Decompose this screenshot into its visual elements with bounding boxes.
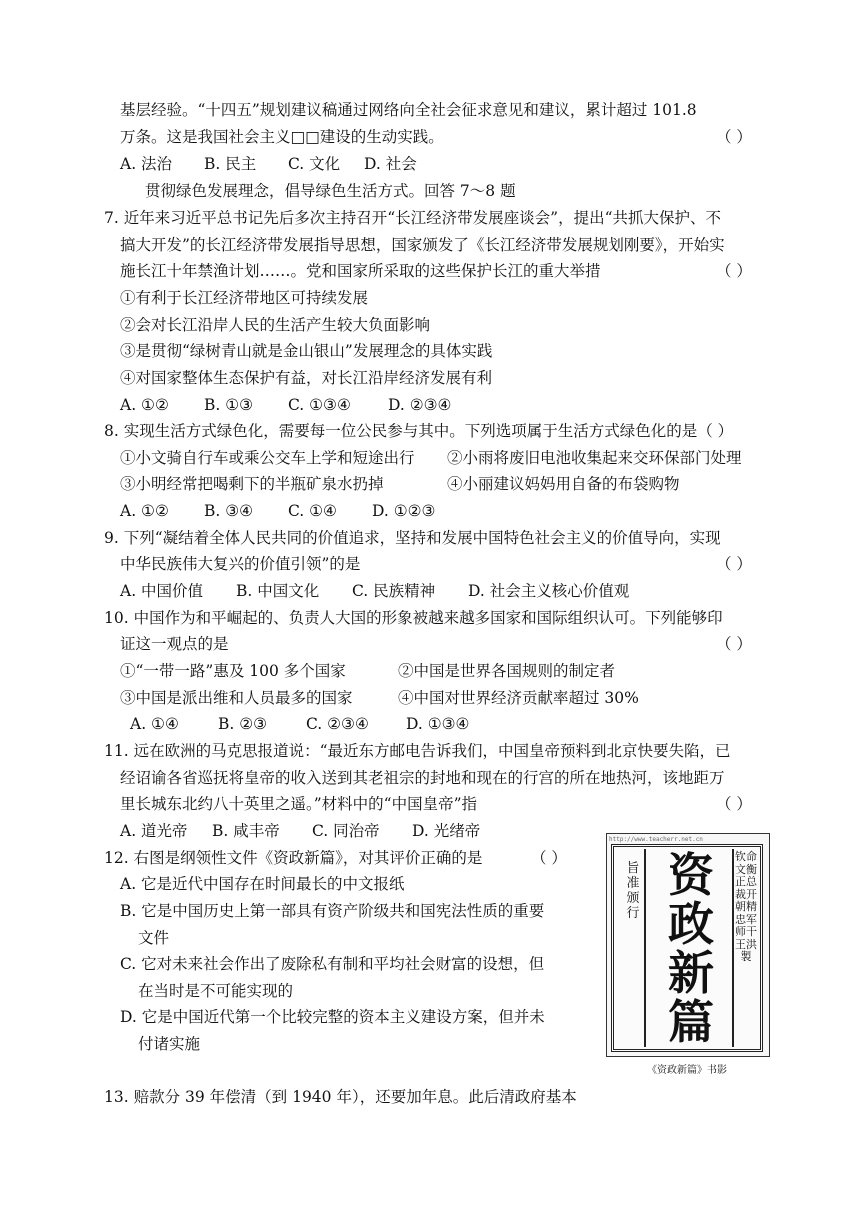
q7-item-1: ①有利于长江经济带地区可持续发展 xyxy=(120,289,369,307)
q8-option-d: D. ①②③ xyxy=(372,502,436,520)
q12-answer-paren: （ ） xyxy=(531,849,567,867)
q10-option-c: C. ②③④ xyxy=(306,715,369,733)
q10-line2: 证这一观点的是 xyxy=(120,635,229,653)
q6-option-d: D. 社会 xyxy=(364,155,417,173)
q9-line2: 中华民族伟大复兴的价值引领”的是 xyxy=(120,555,361,573)
q8-line1: 8. 实现生活方式绿色化，需要每一位公民参与其中。下列选项属于生活方式绿色化的是（ ） xyxy=(104,422,734,440)
q7-line1: 7. 近年来习近平总书记先后多次主持召开“长江经济带发展座谈会”，提出“共抓大保护、不 xyxy=(104,209,721,227)
q10-item-3: ③中国是派出维和人员最多的国家 xyxy=(120,689,353,707)
q10-option-a: A. ①④ xyxy=(130,715,179,733)
q11-option-b: B. 咸丰帝 xyxy=(212,822,280,840)
q7-option-d: D. ②③④ xyxy=(388,396,452,414)
q8-item-3: ③小明经常把喝剩下的半瓶矿泉水扔掉 xyxy=(120,475,384,493)
q8-option-c: C. ①④ xyxy=(288,502,337,520)
q6-line2: 万条。这是我国社会主义□□建设的生动实践。 xyxy=(120,128,444,146)
image-watermark-url: http://www.teacherr.net.cn xyxy=(609,836,703,843)
q6-option-a: A. 法治 xyxy=(120,155,173,173)
q7-item-2: ②会对长江沿岸人民的生活产生较大负面影响 xyxy=(120,316,431,334)
cover-frame xyxy=(611,844,763,1052)
q7-options xyxy=(120,394,451,416)
q12-option-b-line2: 文件 xyxy=(138,929,170,947)
q6-option-b: B. 民主 xyxy=(204,155,257,173)
q8-item-4: ④小丽建议妈妈用自备的布袋购物 xyxy=(447,475,680,493)
cover-divider-left xyxy=(644,849,646,1047)
cover-title: 资政新篇 xyxy=(668,848,714,1049)
q6-option-c: C. 文化 xyxy=(288,155,341,173)
q10-item-1: ①“一带一路”惠及 100 多个国家 xyxy=(120,662,346,680)
section-intro: 贯彻绿色发展理念，倡导绿色生活方式。回答 7～8 题 xyxy=(145,182,516,200)
q6-answer-paren: （ ） xyxy=(716,128,752,146)
q9-options xyxy=(120,580,629,602)
q8-options xyxy=(120,500,435,522)
q8-item-2: ②小雨将废旧电池收集起来交环保部门处理 xyxy=(447,449,742,467)
q7-option-a: A. ①② xyxy=(120,396,169,414)
q7-option-c: C. ①③④ xyxy=(288,396,351,414)
q11-option-c: C. 同治帝 xyxy=(312,822,380,840)
q9-option-a: A. 中国价值 xyxy=(120,582,204,600)
q7-line3: 施长江十年禁渔计划……。党和国家所采取的这些保护长江的重大举措 xyxy=(120,262,601,280)
q11-line2: 经诏谕各省巡抚将皇帝的收入送到其老祖宗的封地和现在的行宫的所在地热河，该地距万 xyxy=(120,769,725,787)
q11-option-d: D. 光绪帝 xyxy=(412,822,481,840)
q13-line1: 13. 赔款分 39 年偿清（到 1940 年），还要加年息。此后清政府基本 xyxy=(104,1088,577,1106)
q7-answer-paren: （ ） xyxy=(716,262,752,280)
q10-item-2: ②中国是世界各国规则的制定者 xyxy=(398,662,616,680)
cover-right-column: 钦命文衡正总裁开朝精忠军师干王洪 製 xyxy=(735,850,757,963)
q11-option-a: A. 道光帝 xyxy=(120,822,188,840)
q11-line1: 11. 远在欧洲的马克思报道说：“最近东方邮电告诉我们，中国皇帝预料到北京快要失陷，已 xyxy=(104,742,731,760)
q12-option-c-line1: C. 它对未来社会作出了废除私有制和平均社会财富的设想，但 xyxy=(120,955,545,973)
book-cover-image xyxy=(606,833,770,1057)
q10-option-b: B. ②③ xyxy=(218,715,268,733)
q8-option-b: B. ③④ xyxy=(204,502,254,520)
figure-caption: 《资政新篇》书影 xyxy=(647,1065,727,1076)
q10-answer-paren: （ ） xyxy=(716,635,752,653)
q8-item-1: ①小文骑自行车或乘公交车上学和短途出行 xyxy=(120,449,415,467)
q7-line2: 搞大开发”的长江经济带发展指导思想，国家颁发了《长江经济带发展规划刚要》，开始实 xyxy=(120,236,725,254)
q7-option-b: B. ①③ xyxy=(204,396,254,414)
q12-option-d-line1: D. 它是中国近代第一个比较完整的资本主义建设方案，但并未 xyxy=(120,1008,545,1026)
q10-options xyxy=(130,713,469,735)
q9-option-b: B. 中国文化 xyxy=(236,582,320,600)
q11-answer-paren: （ ） xyxy=(716,795,752,813)
q10-line1: 10. 中国作为和平崛起的、负责人大国的形象被越来越多国家和国际组织认可。下列能够印 xyxy=(104,609,723,627)
q9-option-d: D. 社会主义核心价值观 xyxy=(468,582,630,600)
q12-option-d-line2: 付诸实施 xyxy=(138,1035,201,1053)
cover-divider-right xyxy=(732,849,734,1047)
cover-left-column: 旨准颁行 xyxy=(626,861,640,921)
q10-item-4: ④中国对世界经济贡献率超过 30% xyxy=(398,689,639,707)
q9-line1: 9. 下列“凝结着全体人民共同的价值追求，坚持和发展中国特色社会主义的价值导向，实现 xyxy=(104,529,721,547)
q12-option-b-line1: B. 它是中国历史上第一部具有资产阶级共和国宪法性质的重要 xyxy=(120,902,545,920)
q7-item-4: ④对国家整体生态保护有益，对长江沿岸经济发展有利 xyxy=(120,369,493,387)
q9-option-c: C. 民族精神 xyxy=(352,582,436,600)
q6-options xyxy=(120,153,417,175)
q12-option-c-line2: 在当时是不可能实现的 xyxy=(138,982,294,1000)
q7-item-3: ③是贯彻“绿树青山就是金山银山”发展理念的具体实践 xyxy=(120,342,493,360)
q11-line3: 里长城东北约八十英里之遥。”材料中的“中国皇帝”指 xyxy=(120,795,478,813)
q9-answer-paren: （ ） xyxy=(716,555,752,573)
q12-option-a: A. 它是近代中国存在时间最长的中文报纸 xyxy=(120,875,405,893)
q12-line1: 12. 右图是纲领性文件《资政新篇》，对其评价正确的是 xyxy=(104,849,483,867)
q10-option-d: D. ①③④ xyxy=(406,715,470,733)
q11-options xyxy=(120,820,480,842)
q6-line1: 基层经验。“十四五”规划建议稿通过网络向全社会征求意见和建议，累计超过 101.8 xyxy=(120,101,697,119)
q8-option-a: A. ①② xyxy=(120,502,169,520)
